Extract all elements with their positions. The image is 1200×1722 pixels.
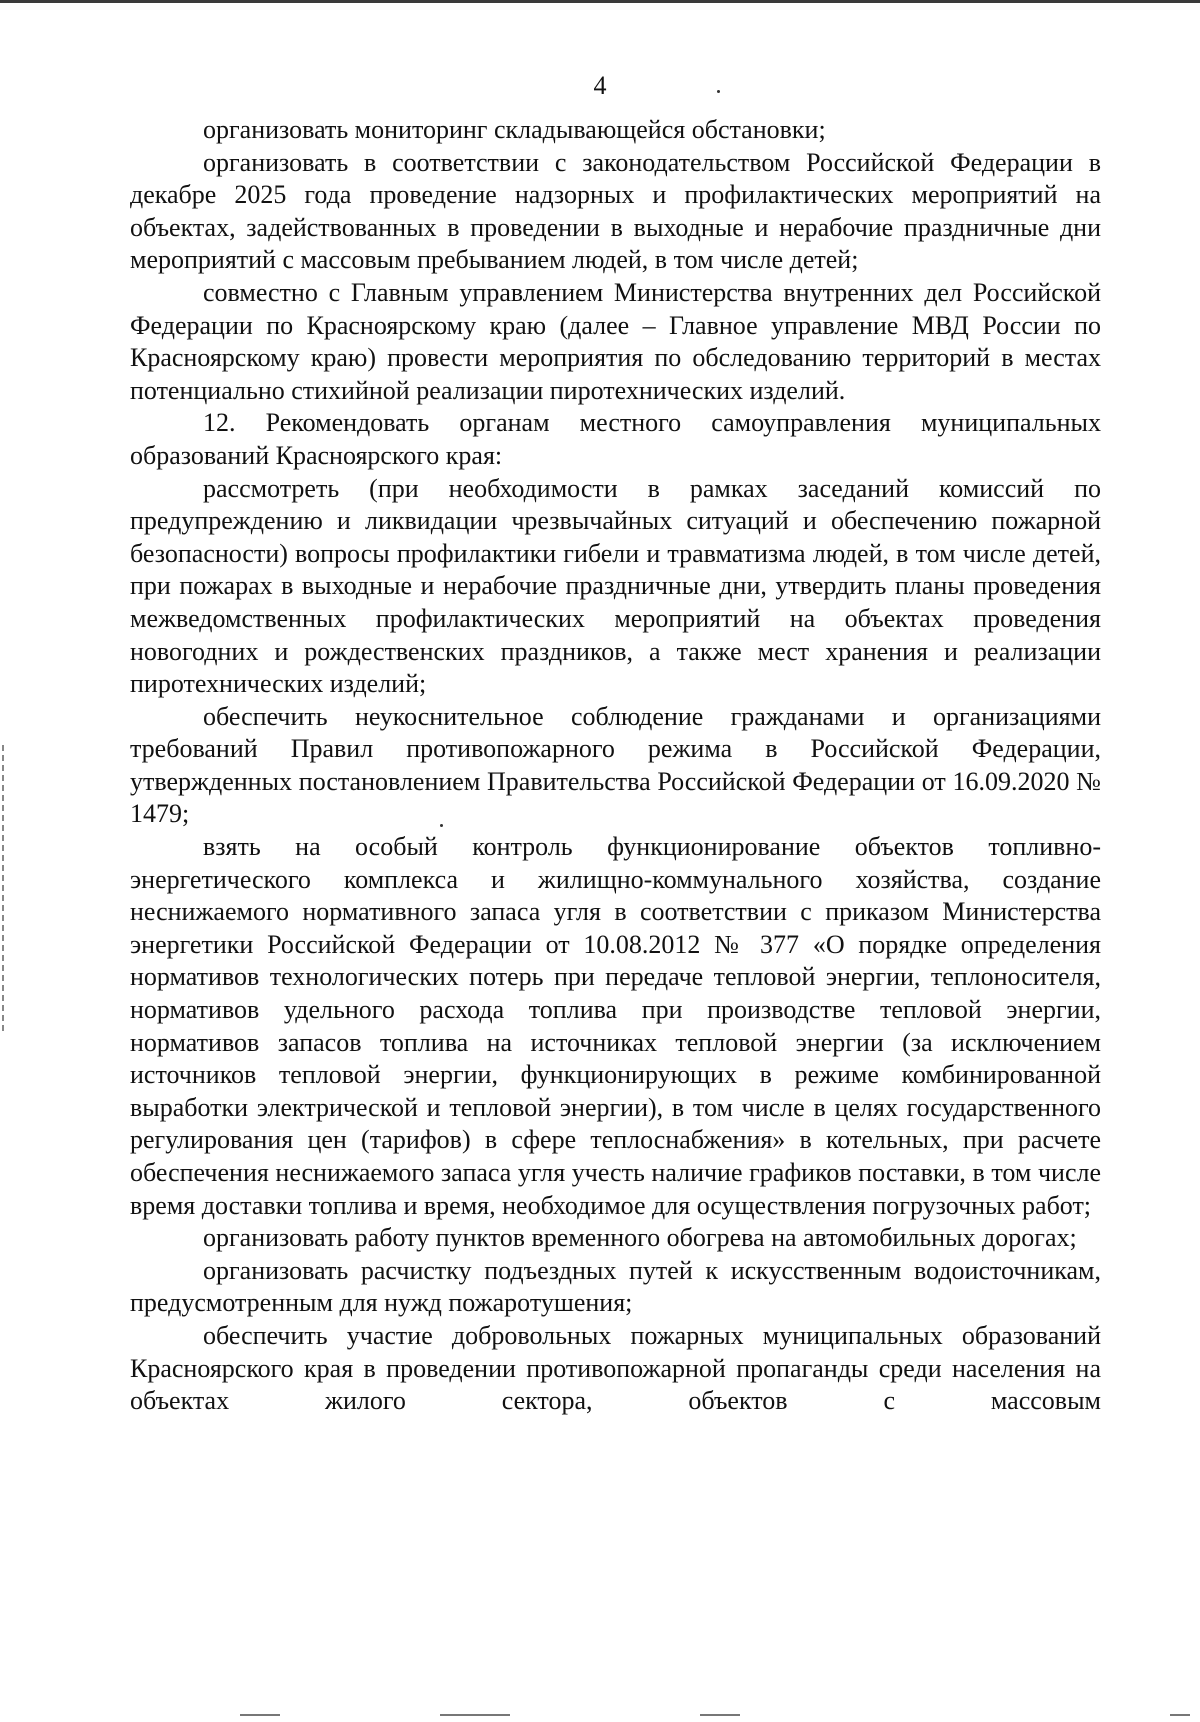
paragraph-heating-points: организовать работу пунктов временного обогрева на автомобильных дорогах; — [203, 1223, 1077, 1253]
paragraph-monitoring: организовать мониторинг складывающейся обстановки; — [203, 115, 826, 144]
scan-top-edge — [0, 0, 1200, 3]
page-number: 4 — [593, 71, 607, 100]
paragraph-item-12: 12. Рекомендовать органам местного самоуправления муниципальных образований Красноярского края: — [130, 408, 1101, 470]
paragraph-fire-rules: обеспечить неукоснительное соблюдение гражданами и организациями требований Правил противопожарного режима в Российской Федерации, утвержденных постановлением Правительства Российской Федерации от 16.09.2020 № 1479; — [130, 701, 1101, 829]
paragraph-review-commissions: рассмотреть (при необходимости в рамках заседаний комиссий по предупреждению и ликвидации чрезвычайных ситуаций и обеспечению пожарной безопасности) вопросы профилактики гибели и травматизма людей, в том числе детей, при пожарах в выходные и нерабочие праздничные дни, утвердить планы проведения межведомственных профилактических мероприятий на объектах проведения новогодних и рождественских праздников, а также мест хранения и реализации пиротехнических изделий; — [130, 473, 1101, 699]
document-body — [130, 114, 1101, 1418]
paragraph-water-sources: организовать расчистку подъездных путей к искусственным водоисточникам, предусмотренным для нужд пожаротушения; — [130, 1255, 1101, 1318]
paragraph-volunteer-firefighters: обеспечить участие добровольных пожарных муниципальных образований Красноярского края в проведении противопожарной пропаганды среди населения на объектах жилого сектора, объектов с массовым — [130, 1320, 1101, 1416]
paragraph-joint-survey: совместно с Главным управлением Министерства внутренних дел Российской Федерации по Красноярскому краю (далее – Главное управление МВД России по Красноярскому краю) провести мероприятия по обследованию территорий в местах потенциально стихийной реализации пиротехнических изделий. — [130, 277, 1101, 405]
scan-left-edge-marks — [2, 745, 4, 1035]
paragraph-inspections: организовать в соответствии с законодательством Российской Федерации в декабре 2025 года проведение надзорных и профилактических мероприятий на объектах, задействованных в проведении в выходные и нерабочие праздничные дни мероприятий с массовым пребыванием людей, в том числе детей; — [130, 147, 1101, 275]
paragraph-fuel-energy-control: взять на особый контроль функционирование объектов топливно-энергетического комплекса и жилищно-коммунального хозяйства, создание неснижаемого нормативного запаса угля в соответствии с приказом Министерства энергетики Российской Федерации от 10.08.2012 № 377 «О порядке определения нормативов технологических потерь при передаче тепловой энергии, теплоносителя, нормативов удельного расхода топлива при производстве тепловой энергии, нормативов запасов топлива на источниках тепловой энергии (за исключением источников тепловой энергии, функционирующих в режиме комбинированной выработки электрической и тепловой энергии), в том числе в целях государственного регулирования цен (тарифов) в сфере теплоснабжения» в котельных, при расчете обеспечения неснижаемого запаса угля учесть наличие графиков поставки, в том числе время доставки топлива и время, необходимое для осуществления погрузочных работ; — [130, 832, 1101, 1220]
scan-bottom-edge — [0, 1712, 1200, 1718]
scan-speck — [717, 90, 720, 93]
